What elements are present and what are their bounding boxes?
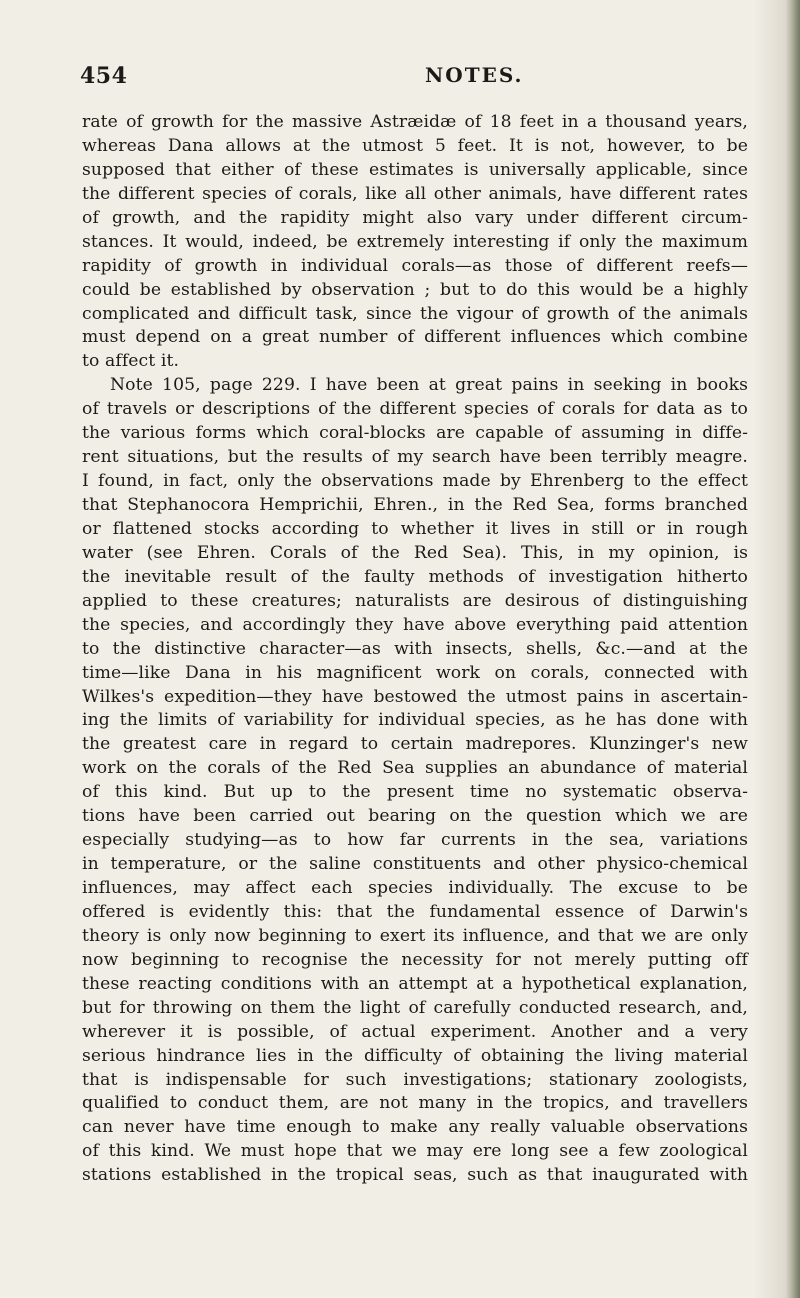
text-line: serious hindrance lies in the difficulty of obtaining the living material [82,1045,748,1066]
text-line: water (see Ehren. Corals of the Red Sea). This, in my opinion, is [82,542,748,563]
text-line: the different species of corals, like all other animals, have different rates [82,183,748,204]
text-line: ing the limits of variability for individual species, as he has done with [82,710,748,731]
text-line: in temperature, or the saline constituents and other physico-chemical [82,854,748,875]
text-line: time—like Dana in his magnificent work on corals, connected with [82,662,748,683]
text-line: the inevitable result of the faulty methods of investigation hitherto [82,566,748,587]
text-line: I found, in fact, only the observations made by Ehrenberg to the effect [82,471,748,492]
text-line: or flattened stocks according to whether it lives in still or in rough [82,518,748,539]
text-line: could be established by observation ; but to do this would be a highly [82,279,748,300]
text-line: the various forms which coral-blocks are capable of assuming in diffe- [82,423,748,444]
text-line: of this kind. We must hope that we may ere long see a few zoological [82,1141,748,1162]
text-line: that is indispensable for such investigations; stationary zoologists, [82,1069,748,1090]
text-line: influences, may affect each species individually. The excuse to be [82,878,748,898]
text-line: that Stephanocora Hemprichii, Ehren., in the Red Sea, forms branched [82,495,748,515]
text-line: rent situations, but the results of my search have been terribly meagre. [82,447,748,468]
text-line: wherever it is possible, of actual experiment. Another and a very [82,1021,748,1042]
text-line: especially studying—as to how far currents in the sea, variations [82,830,748,851]
page-header [80,63,740,93]
text-line: of this kind. But up to the present time no systematic observa- [82,782,748,803]
text-line: offered is evidently this: that the fundamental essence of Darwin's [82,901,748,922]
text-line: but for throwing on them the light of carefully conducted research, and, [82,997,748,1018]
text-line: work on the corals of the Red Sea supplies an abundance of material [82,758,748,779]
text-line: theory is only now beginning to exert its influence, and that we are only [82,925,748,946]
text-line: rapidity of growth in individual corals—as those of different reefs— [82,255,748,276]
text-line: these reacting conditions with an attempt at a hypothetical explanation, [82,973,748,994]
text-line: must depend on a great number of different influences which combine [82,327,748,348]
text-line: stations established in the tropical seas, such as that inaugurated with [82,1165,748,1186]
text-line: the greatest care in regard to certain madrepores. Klunzinger's new [82,734,748,755]
text-line: applied to these creatures; naturalists are desirous of distinguishing [82,590,748,611]
text-line: to affect it. [82,351,180,372]
text-line: complicated and difficult task, since the vigour of growth of the animals [82,303,748,324]
text-line: the species, and accordingly they have above everything paid attention [82,614,748,635]
running-head: NOTES. [425,63,524,87]
note-heading-line: Note 105, page 229. I have been at great pains in seeking in books [110,375,748,396]
text-line: of travels or descriptions of the different species of corals for data as to [82,399,748,420]
text-line: tions have been carried out bearing on the question which we are [82,806,748,827]
text-line: to the distinctive character—as with insects, shells, &c.—and at the [82,638,748,659]
body-text [82,111,748,1188]
text-line: rate of growth for the massive Astræidæ of 18 feet in a thousand years, [82,112,748,132]
text-line: now beginning to recognise the necessity for not merely putting off [82,949,748,970]
page-number: 454 [80,63,128,89]
page-edge-shadow [786,0,800,1298]
text-line: Wilkes's expedition—they have bestowed the utmost pains in ascertain- [82,686,748,707]
text-line: supposed that either of these estimates is universally applicable, since [82,159,748,180]
text-line: can never have time enough to make any really valuable observations [82,1117,748,1138]
text-line: of growth, and the rapidity might also vary under different circum- [82,207,748,228]
text-line: qualified to conduct them, are not many in the tropics, and travellers [82,1093,748,1114]
text-line: stances. It would, indeed, be extremely interesting if only the maximum [82,231,748,252]
text-line: whereas Dana allows at the utmost 5 feet. It is not, however, to be [82,135,748,156]
